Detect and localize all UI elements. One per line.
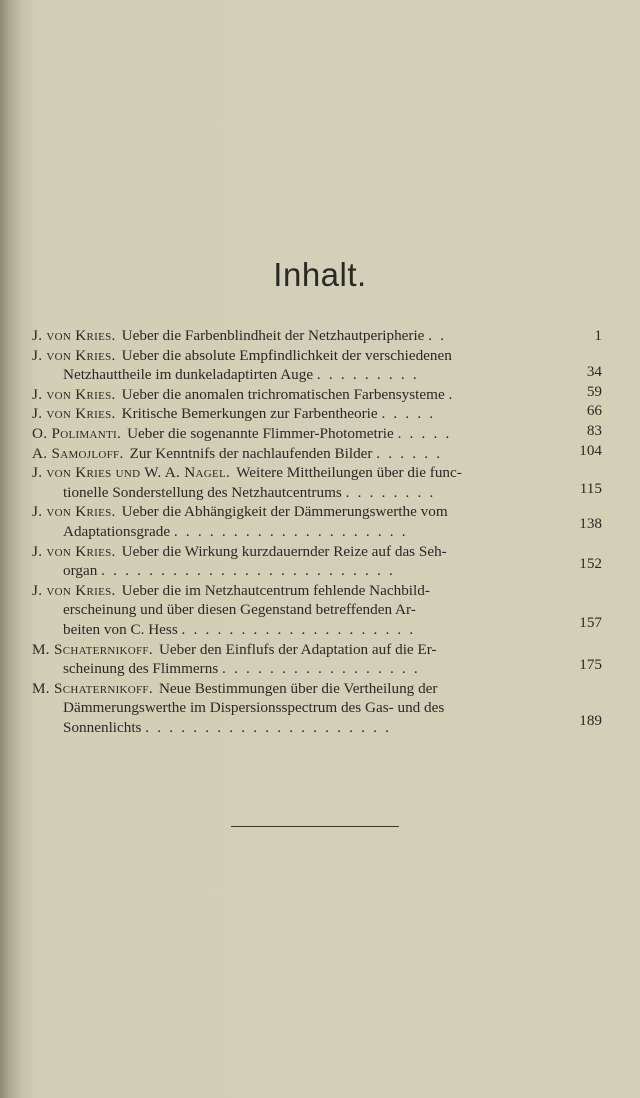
toc-author: J. von Kries. (32, 542, 116, 560)
toc-leader: . . . . . . . . . . . . . . . . . . . . (173, 522, 408, 540)
toc-author: M. Schaternikoff. (32, 679, 153, 697)
toc-title-line: Adaptationsgrade (63, 522, 171, 540)
toc-title-line: erscheinung und über diesen Gegenstand betreffenden Ar- (63, 601, 416, 619)
toc-page-number: 189 (579, 711, 602, 729)
toc-leader: . . . . . . . . . . . . . . . . . . . . (181, 620, 416, 638)
toc-line (32, 679, 602, 699)
page-title: Inhalt. (273, 256, 367, 293)
toc-line (32, 561, 602, 581)
toc-line (32, 404, 602, 424)
toc-page-number: 59 (586, 382, 602, 400)
toc-title-line: Neue Bestimmungen über die Vertheilung der (158, 679, 438, 697)
toc-line (32, 620, 602, 640)
toc-page-number: 66 (586, 402, 602, 420)
table-of-contents (32, 326, 602, 737)
toc-line (32, 385, 602, 405)
toc-leader: . . . . . . . . (345, 483, 436, 501)
toc-page-number: 104 (579, 441, 602, 459)
toc-title-line: Weitere Mittheilungen über die func- (236, 464, 462, 482)
toc-title-line: tionelle Sonderstellung des Netzhautcentrums (63, 483, 342, 501)
toc-line (32, 718, 602, 738)
toc-page-number: 138 (579, 515, 602, 533)
toc-entry (32, 502, 602, 541)
toc-entry (32, 542, 602, 581)
toc-author: J. von Kries und W. A. Nagel. (32, 464, 231, 482)
toc-entry (32, 679, 602, 738)
toc-title-line: Ueber den Einflufs der Adaptation auf die Er- (158, 640, 437, 658)
toc-title-line: scheinung des Flimmerns (63, 660, 219, 678)
toc-line (32, 365, 602, 385)
toc-leader: . (448, 385, 455, 403)
toc-entry (32, 640, 602, 679)
toc-title-line: Dämmerungswerthe im Dispersionsspectrum des Gas- und des (63, 699, 445, 717)
toc-leader: . . . . . (381, 405, 436, 423)
toc-entry (32, 382, 602, 405)
toc-line (32, 698, 602, 718)
toc-author: J. von Kries. (32, 405, 116, 423)
toc-line (32, 502, 602, 522)
toc-entry (32, 581, 602, 640)
toc-line (32, 581, 602, 601)
toc-line (32, 463, 602, 483)
toc-author: J. von Kries. (32, 327, 116, 344)
toc-author: J. von Kries. (32, 346, 116, 364)
toc-author: M. Schaternikoff. (32, 640, 153, 658)
toc-page-number: 152 (579, 554, 602, 572)
toc-title-line: Ueber die absolute Empfindlichkeit der verschiedenen (121, 346, 452, 364)
toc-entry (32, 463, 602, 502)
toc-leader: . . . . . (397, 424, 452, 442)
end-rule (231, 826, 399, 827)
toc-line (32, 600, 602, 620)
toc-title-line: beiten von C. Hess (63, 620, 178, 638)
toc-entry (32, 326, 602, 346)
toc-leader: . . . . . . . . . . . . . . . . . . . . . . . . . (101, 562, 395, 580)
toc-title-line: Sonnenlichts (63, 718, 142, 736)
toc-title-line: Ueber die im Netzhautcentrum fehlende Nachbild- (121, 581, 430, 599)
toc-line (32, 444, 602, 464)
toc-title-line: Ueber die Abhängigkeit der Dämmerungswerthe vom (121, 503, 448, 521)
toc-leader: . . . . . . . . . . . . . . . . . (222, 660, 420, 678)
toc-title-line: Kritische Bemerkungen zur Farbentheorie (121, 405, 378, 423)
toc-author: J. von Kries. (32, 503, 116, 521)
toc-page-number: 1 (594, 327, 602, 344)
toc-entry (32, 421, 602, 444)
toc-title-line: organ (63, 562, 98, 580)
toc-entry (32, 441, 602, 464)
toc-line (32, 522, 602, 542)
toc-page-number: 157 (579, 613, 602, 631)
toc-leader: . . . . . . (376, 444, 443, 462)
toc-title-line: Ueber die Wirkung kurzdauernder Reize auf das Seh- (121, 542, 447, 560)
toc-leader: . . (428, 327, 447, 344)
toc-author: A. Samojloff. (32, 444, 124, 462)
toc-title-line: Ueber die sogenannte Flimmer-Photometrie (127, 424, 394, 442)
toc-page-number: 83 (586, 421, 602, 439)
toc-title-line: Ueber die Farbenblindheit der Netzhautperipherie (121, 327, 425, 344)
toc-title-line: Zur Kenntnifs der nachlaufenden Bilder (129, 444, 373, 462)
toc-line (32, 542, 602, 562)
toc-title-line: Netzhauttheile im dunkeladaptirten Auge (63, 366, 314, 384)
toc-line (32, 640, 602, 660)
toc-line (32, 346, 602, 366)
toc-page-number: 115 (579, 480, 602, 498)
toc-page-number: 175 (579, 655, 602, 673)
toc-line (32, 424, 602, 444)
toc-line (32, 483, 602, 503)
toc-leader: . . . . . . . . . . . . . . . . . . . . . (145, 718, 392, 736)
toc-leader: . . . . . . . . . (316, 366, 419, 384)
toc-entry (32, 346, 602, 385)
toc-entry (32, 404, 602, 424)
toc-author: O. Polimanti. (32, 424, 122, 442)
toc-line (32, 326, 602, 346)
toc-title-line: Ueber die anomalen trichromatischen Farbensysteme (121, 385, 445, 403)
toc-author: J. von Kries. (32, 581, 116, 599)
toc-author: J. von Kries. (32, 385, 116, 403)
toc-line (32, 659, 602, 679)
toc-page-number: 34 (586, 362, 602, 380)
